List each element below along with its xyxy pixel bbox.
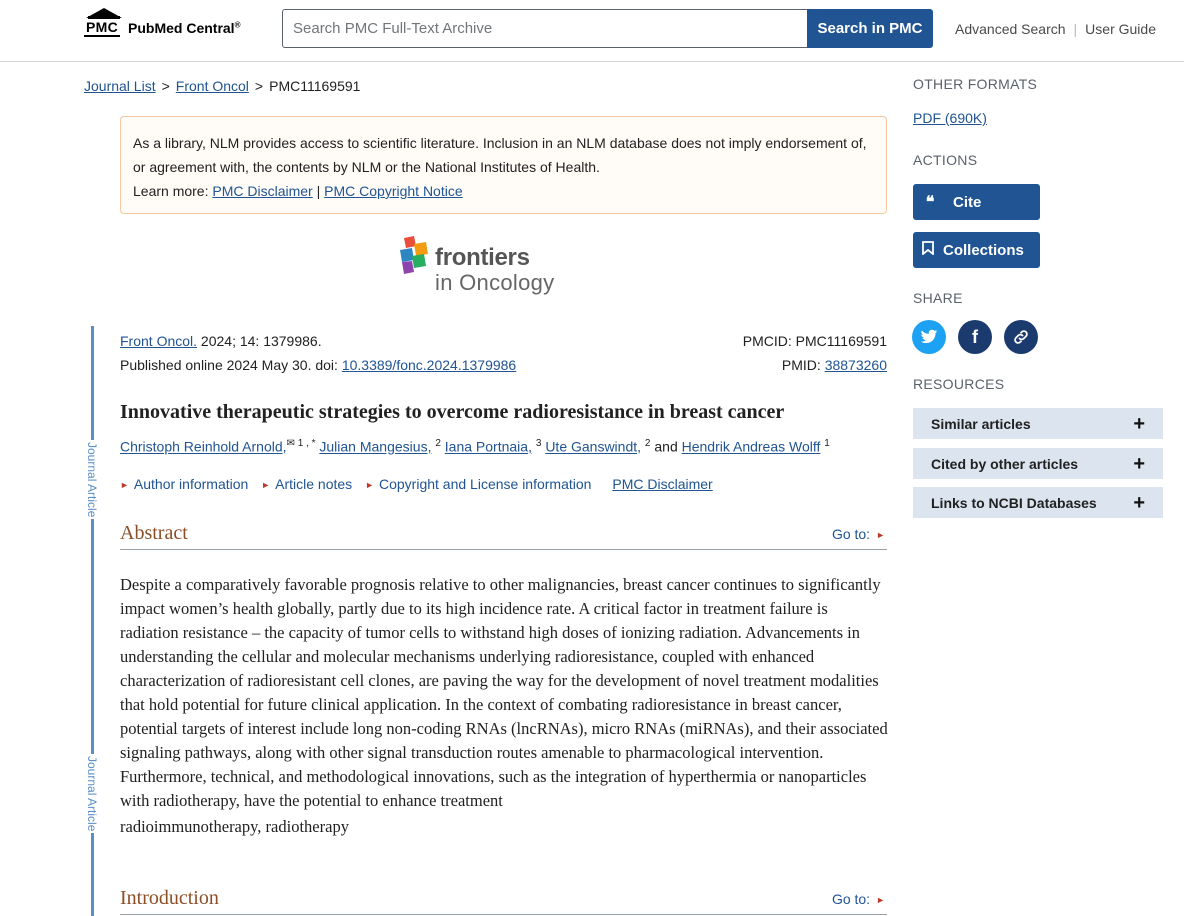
share-heading: SHARE xyxy=(913,290,963,306)
plus-icon: + xyxy=(1133,491,1145,514)
tab-author-information[interactable]: Author information xyxy=(133,476,249,492)
triangle-right-icon: ► xyxy=(120,480,129,490)
goto-link[interactable]: Go to: ► xyxy=(831,526,885,542)
notice-text: As a library, NLM provides access to scientific literature. Inclusion in an NLM database does not imply endorsement of, or agreement with, the contents by NLM or the National Institutes of Health. xyxy=(133,135,867,175)
breadcrumb: Journal List > Front Oncol > PMC11169591 xyxy=(84,78,361,94)
tab-pmc-disclaimer[interactable]: PMC Disclaimer xyxy=(612,476,713,492)
author-link[interactable]: Christoph Reinhold Arnold, xyxy=(120,438,287,455)
twitter-icon xyxy=(920,329,938,345)
triangle-right-icon: ► xyxy=(876,530,885,540)
user-guide-link[interactable]: User Guide xyxy=(1085,21,1156,37)
logo-pmc: PMC xyxy=(86,19,119,35)
copy-link-button[interactable] xyxy=(1004,320,1038,354)
collections-button[interactable]: Collections xyxy=(913,232,1040,268)
journal-link[interactable]: Front Oncol. xyxy=(120,333,198,349)
introduction-title: Introduction xyxy=(120,887,219,909)
twitter-share-button[interactable] xyxy=(912,320,946,354)
author-link[interactable]: Ute Ganswindt, xyxy=(545,438,642,455)
nlm-notice xyxy=(120,116,887,214)
triangle-right-icon: ► xyxy=(261,480,271,490)
logo-name: PubMed Central® xyxy=(128,20,241,36)
tab-copyright-license[interactable]: Copyright and License information xyxy=(379,476,592,492)
journal-logo-line2: in Oncology xyxy=(435,270,555,295)
breadcrumb-journal-list[interactable]: Journal List xyxy=(84,78,156,94)
keywords-tail: radioimmunotherapy, radiotherapy xyxy=(120,817,349,836)
facebook-share-button[interactable] xyxy=(958,320,992,354)
other-formats-heading: OTHER FORMATS xyxy=(913,76,1038,92)
pdf-link[interactable]: PDF (690K) xyxy=(913,110,987,126)
frontiers-cubes-icon xyxy=(398,236,432,274)
article-info-tabs xyxy=(120,476,722,492)
triangle-right-icon: ► xyxy=(876,895,885,905)
pmc-logo[interactable] xyxy=(84,7,254,41)
abstract-text: Despite a comparatively favorable prognosis relative to other malignancies, breast cancer continues to significantly impact women’s health globally, partly due to its high incidence rate. A critical factor in treatment failure is radiation resistance – the capacity of tumor cells to withstand high doses of ionizing radiation. Advancements in understanding the cellular and molecular mechanisms underlying radioresistance, coupled with enhanced characterization of radioresistant cell clones, are paving the way for the development of novel treatment modalities that hold potential for future clinical application. In the context of combating radioresistance in breast cancer, potential targets of interest include long non-coding RNAs (lncRNAs), micro RNAs (miRNAs), and their associated signaling pathways, along with other signal transduction routes amenable to pharmacological intervention. Furthermore, technical, and methodological innovations, such as the integration of hyperthermia or nanoparticles with radiotherapy, have the potential to enhance treatment xyxy=(120,575,888,810)
resources-heading: RESOURCES xyxy=(913,376,1005,392)
goto-link[interactable]: Go to: ► xyxy=(831,891,885,907)
abstract-title: Abstract xyxy=(120,522,188,544)
abstract-heading xyxy=(120,522,887,550)
article-ids: PMCID: PMC11169591 PMID: 38873260 xyxy=(742,333,887,373)
journal-logo-line1: frontiers xyxy=(435,244,530,271)
pmid-link[interactable]: 38873260 xyxy=(824,357,887,373)
search-button[interactable]: Search in PMC xyxy=(807,9,933,48)
advanced-search-link[interactable]: Advanced Search xyxy=(955,21,1066,37)
abstract-body xyxy=(120,573,888,839)
author-link[interactable]: Hendrik Andreas Wolff xyxy=(681,438,821,455)
breadcrumb-front-oncol[interactable]: Front Oncol xyxy=(175,78,249,94)
author-link[interactable]: Julian Mangesius, xyxy=(319,438,432,455)
doi-link[interactable]: 10.3389/fonc.2024.1379986 xyxy=(341,357,517,373)
citation-info: Front Oncol. 2024; 14: 1379986. Published online 2024 May 30. doi: 10.3389/fonc.2024.1379986 xyxy=(120,333,517,373)
article-title: Innovative therapeutic strategies to overcome radioresistance in breast cancer xyxy=(120,401,785,423)
journal-logo[interactable] xyxy=(398,234,578,298)
triangle-right-icon: ► xyxy=(365,480,374,490)
plus-icon: + xyxy=(1133,452,1145,475)
pmc-disclaimer-link[interactable]: PMC Disclaimer xyxy=(212,183,313,199)
pmc-copyright-link[interactable]: PMC Copyright Notice xyxy=(324,183,463,199)
rail-label: Journal Article xyxy=(85,756,99,832)
search-input[interactable] xyxy=(282,9,808,48)
plus-icon: + xyxy=(1133,412,1145,435)
header-links: Advanced Search | User Guide xyxy=(955,21,1156,37)
link-icon xyxy=(1012,328,1030,346)
site-header xyxy=(0,0,1184,62)
pmcid-value: PMC11169591 xyxy=(795,333,887,349)
facebook-icon: f xyxy=(972,326,978,347)
author-list: Christoph Reinhold Arnold,$^{✉ 1 , *}$ Julian Mangesius, $^2$ Iana Portnaia, $^3$ Ute Ganswindt, $^2$ and Hendrik Andreas Wolff $^1$ xyxy=(120,438,830,455)
ncbi-links-toggle[interactable]: Links to NCBI Databases + xyxy=(913,487,1163,518)
quote-icon: ❝ xyxy=(925,194,935,211)
author-link[interactable]: Iana Portnaia, xyxy=(444,438,532,455)
breadcrumb-current: PMC11169591 xyxy=(269,78,361,94)
bookmark-icon xyxy=(913,241,943,260)
cite-button[interactable]: ❝ Cite xyxy=(913,184,1040,220)
actions-heading: ACTIONS xyxy=(913,152,978,168)
rail-label: Journal Article xyxy=(85,442,99,518)
cited-by-toggle[interactable]: Cited by other articles + xyxy=(913,448,1163,479)
notice-learn-more: Learn more: PMC Disclaimer | PMC Copyright Notice xyxy=(133,183,463,199)
similar-articles-toggle[interactable]: Similar articles + xyxy=(913,408,1163,439)
introduction-heading xyxy=(120,887,887,915)
tab-article-notes[interactable]: Article notes xyxy=(275,476,353,492)
pmc-roof-icon xyxy=(84,7,124,19)
